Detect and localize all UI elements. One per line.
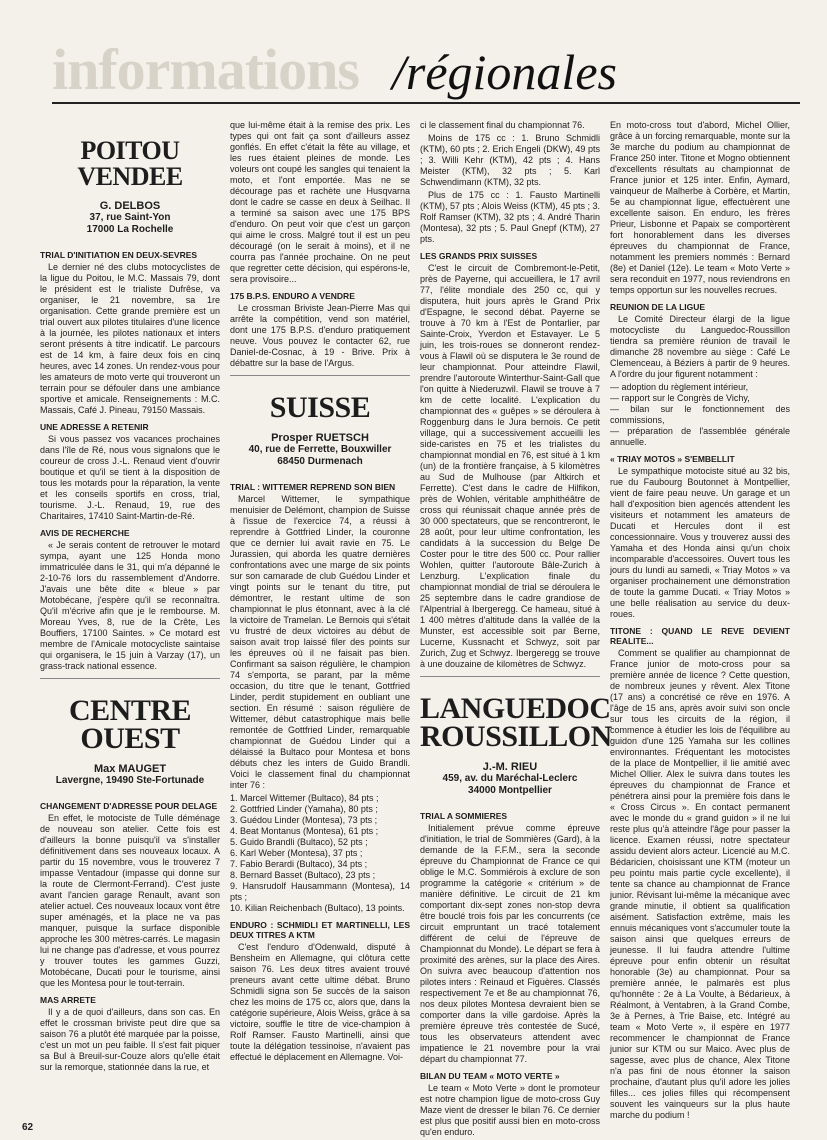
list-item: 2. Gottfried Linder (Yamaha), 80 pts ; (230, 804, 378, 814)
section-heading: TRIAL : WITTEMER REPREND SON BIEN (230, 482, 396, 492)
region-title-line: LANGUEDOC (420, 692, 611, 725)
region-title-line: POITOU (80, 136, 180, 165)
section-heading: UNE ADRESSE A RETENIR (40, 422, 149, 432)
region-title-languedoc (420, 692, 612, 753)
section-heading: TRIAL D'INITIATION EN DEUX-SEVRES (40, 250, 198, 260)
article-text: Si vous passez vos vacances prochaines dans l'île de Ré, nous vous signalons que le coureur de cross J.-L. Renaud vient d'ouvrir boutique et qu'il se tient à la disposition de tous les motards pour la réparation, la vente et les conseils sportifs en cross, trial, tourisme. J.-L. Renaud, 19, rue des Charitaires, 17410 Saint-Martin-de-Ré. (40, 434, 220, 521)
region-title-line: CENTRE (68, 694, 192, 727)
correspondent-languedoc (420, 761, 600, 797)
section-heading: TITONE : QUAND LE REVE DEVIENT REALITE... (610, 626, 790, 646)
list-item: 1. Marcel Wittemer (Bultaco), 84 pts ; (230, 793, 379, 803)
column-3 (420, 120, 612, 1137)
section-heading: REUNION DE LA LIGUE (610, 302, 706, 312)
correspondent-address: 34000 Montpellier (468, 785, 552, 796)
column-4 (610, 120, 790, 1130)
correspondent-address: Lavergne, 19490 Ste-Fortunade (55, 775, 205, 786)
article-text: Marcel Wittemer, le sympathique menuisier de Delémont, champion de Suisse à l'issue de l'exercice 74, a réussi à reprendre à Gottfried Linder, la couronne que ce dernier lui avait ravie en 75. Le Jurassien, qui aborda les quatre dernières confrontations avec une marge de six points sur son camarade de club Guédou Linder et vingt points sur le tenant du titre, put démontrer, le restant ultime de son championnat le plus étonnant, avec à la clé la victoire de Tramelan. Le Bernois qui s'était vu frustré de deux victoires au début de saison avait trop laissé filer des points sur les épreuves où il ne faisait pas bien. Confirmant sa saison régulière, le champion 74 s'emporta, se parant, par la même occasion, du titre que le tenant, Gottfried Linder, perdit stupidement en oubliant une section. En résumé : saison régulière de Wittemer, début catastrophique mais belle remontée de Gottfried Linder, remarquable championnat de Guédou Linder qui a délaissé la Bultaco pour Montesa et bons débuts chez les inters de Guido Brandli. Voici le classement final du championnat inter 76 : (230, 494, 410, 790)
article-text: « Je serais content de retrouver le motard sympa, ayant une 125 Honda mono immatriculée dans le 31, qui m'a dépanné le 2-10-76 lors du rassemblement d'Andorre. J'avais une bête dite « bleue » par Motobécane, j'espère qu'il se reconnaîtra. Qu'il m'écrive afin que je le rembourse. M. Moreau Yves, 8, rue de la Crête, Les Bouffiers, 17100 Saintes. » Ce motard est membre de l'Amicale motocycliste saintaise qui organisera, le 15 juin à Varzay (17), un grass-track national essence. (40, 540, 220, 671)
header-word-informations: informations (52, 37, 359, 102)
section-heading: BILAN DU TEAM « MOTO VERTE » (420, 1071, 560, 1081)
article-text: ci le classement final du championnat 76. (420, 120, 585, 130)
article-text: C'est l'enduro d'Odenwald, disputé à Bensheim en Allemagne, qui clôtura cette saison 76. Les deux titres avaient trouvé preneurs avant cette ultime débat. Bruno Schmidli signa son 5e succès de la saison chez les moins de 175 cc, alors que, dans la catégorie supérieure, Alois Weiss, grâce à sa victoire, souffle le titre de vice-champion à Rolf Ramser. Fausto Martinelli, ainsi que toute la délégation tessinoise, n'avaient pas effectué le déplacement en Allemagne. Voi- (230, 942, 410, 1062)
page-header (52, 37, 812, 102)
agenda-list (610, 382, 790, 448)
article-text: Il y a de quoi d'ailleurs, dans son cas. En effet le crossman briviste peut dire que sa saison 76 a plutôt été marquée par la poisse, c'est un mot un peu faible. Il s'est fait piquer sa Bul à Breuil-sur-Couze alors qu'elle était sur la remorque, stationnée dans la rue, et (40, 1007, 220, 1072)
section-heading: CHANGEMENT D'ADRESSE POUR DELAGE (40, 801, 218, 811)
region-title-line: ROUSSILLON (420, 720, 612, 753)
list-item: 5. Guido Brandli (Bultaco), 52 pts ; (230, 837, 368, 847)
article-text: Moins de 175 cc : 1. Bruno Schmidli (KTM), 60 pts ; 2. Erich Engeli (DKW), 49 pts ; 3. Willi Kehr (KTM), 42 pts ; 4. Hans Meister (KTM), 32 pts ; 5. Karl Schwendimann (KTM), 32 pts. (420, 133, 600, 187)
correspondent-name: Prosper RUETSCH (271, 432, 369, 444)
article-text: C'est le circuit de Combremont-le-Petit, près de Payerne, qui accueillera, le 17 avril 77, l'élite mondiale des 250 cc, qui y disputera, huit jours après le Grand Prix d'Espagne, le second débat. Payerne se trouve à 70 km à l'Est de Pontarlier, par Sainte-Croix, Yverdon et Estavayer. Le 5 juin, les trois-roues se donneront rendez-vous à Flawil où se disputera le 3e round de leur championnat. Pour atteindre Flawil, prendre l'autoroute Winterthur-Saint-Gall que l'on quitte à Niederuzwil. Flawil se trouve à 7 km de cette localité. L'explication du championnat des « guêpes » se déroulera à Roggenburg dans le Jura bernois. Ce petit village, qui a successivement accueilli les side-caristes en 75 et les trialistes du championnat mondial en 76, est situé à 1 km (un) de la frontière française, à 5 kilomètres au Sud de Mulhouse (par Altkirch et Ferrette). C'est dans le cadre de Hilfikon, près de Wohlen, véritable amphithéâtre de cross qui réunissait chaque année près de 30 000 spectateurs, que se rencontreront, le 28 août, pour leur ultime confrontation, les candidats à la succession du Belge De Coster pour le titre des 500 cc. Pour rallier Wohlen, quitter l'autoroute Bâle-Zurich à Lenzburg. L'explication finale du championnat mondial de trial se déroulera le 25 septembre dans le cadre grandiose de l'Alpentrial à Ibergeregg. Ce hameau, situé à 1 400 mètres d'altitude dans la vallée de la Munster, est accessible soit par Berne, Lucerne, Kussnacht et Schwyz, soit par Zurich, Zug et Schwyz. Ibergeregg se trouve à une douzaine de kilomètres de Schwyz. (420, 263, 600, 669)
article-text: Le crossman Briviste Jean-Pierre Mas qui arrête la compétition, vend son matériel, dont une 175 B.P.S. d'enduro pratiquement neuve. Vous pouvez le contacter 62, rue Daniel-de-Cosnac, à 19 - Brive. Prix à débattre sur la base de l'Argus. (230, 303, 410, 368)
article-text: Le sympathique motociste situé au 32 bis, rue du Faubourg Boutonnet à Montpellier, vient de faire peau neuve. Un garage et un hall d'exposition bien agencés attendent les visiteurs et notamment les amateurs de Ducati et Hercules dont il est concessionnaire. Vous y trouverez aussi des Yamaha et des Honda ainsi qu'un choix incomparable d'accessoires. Ouvert tous les jours du lundi au samedi, « Triay Motos » va organiser prochainement une démonstration de toute la gamme Ducati. « Triay Motos » une belle réalisation au service du deux-roues. (610, 466, 790, 619)
article-text: Plus de 175 cc : 1. Fausto Martinelli (KTM), 57 pts ; Alois Weiss (KTM), 45 pts ; 3. Rolf Ramser (KTM), 32 pts ; 4. André Tharin (Montesa), 32 pts ; 5. Paul Gnepf (KTM), 27 pts. (420, 190, 600, 244)
list-item: 9. Hansrudolf Hausammann (Montesa), 14 pts ; (230, 881, 410, 902)
section-heading: MAS ARRETE (40, 995, 96, 1005)
section-heading: ENDURO : SCHMIDLI ET MARTINELLI, LES DEUX TITRES A KTM (230, 920, 410, 940)
correspondent-name: Max MAUGET (93, 763, 167, 775)
page-number: 62 (22, 1122, 34, 1133)
correspondent-address: 459, av. du Maréchal-Leclerc (442, 773, 578, 784)
article-text: En effet, le motociste de Tulle déménage de nouveau son atelier. Cette fois est d'ailleurs la bonne puisqu'il va s'installer définitivement dans ses nouveaux locaux. A partir du 15 novembre, vous le trouverez 7 impasse Ventadour (impasse qui donne sur la route de Clermont-Ferrand). C'est juste avant l'ancien garage Renault, avant son atelier actuel. Ces nouveaux locaux vont être super aménagés, et la place ne va pas manquer, puisque la surface disponible approche les 300 mètres-carrés. Le magasin lui ne change pas d'adresse, et vous pourrez y trouver toutes les gammes Guzzi, Motobécane, Ducati pour le tourisme, ainsi que les Montesa pour le tout-terrain. (40, 813, 220, 988)
region-title-line: VENDEE (77, 162, 183, 191)
article-text: Comment se qualifier au championnat de France junior de moto-cross pour sa première année de licence ? Cette question, de nombreux jeunes y rêvent. Alex Titone (17 ans) a concrétisé ce rêve en 1976. A l'âge de 15 ans, après avoir suivi son oncle sur tous les circuits de la région, il commence à étudier les lois de l'équilibre au guidon d'une 125 Yamaha sur les collines environnantes. Fréquentant les motocistes de la place de Montpellier, il lie amitié avec Michel Ollier. Alex le suivra dans toutes les épreuves du championnat de France et pénétrera ainsi pour la première fois dans le « Cross Circus ». En contact permanent avec le monde du « grand guidon » il ne lui reste plus qu'à atteindre l'âge pour passer la licence. Examen réussi, notre spectateur assidu devient alors acteur. Licencié au M.C. Bédaricien, choisissant une KTM (moteur un peu pointu mais partie cycle excellente), il tente sa chance au championnat de France junior. Révisant lui-même la mécanique avec grande minutie, il obtient sa qualification aisément. Satisfaction extrême, mais les ennuis mécaniques vont s'accumuler toute la saison ainsi que quelques erreurs de jeunesse. Il lui faudra attendre l'ultime épreuve pour enfin obtenir un résultat honorable (3e) au championnat. Pour sa première année, le palmarès est plus qu'honnête : 2e à La Voulte, à Bédarieux, à Réalmont, à Ventabren, à la Grand Combe, 3e à Pernes, à Trie Baise, etc. Intégré au team « Moto Verte », il espère en 1977 recommencer le championnat de France junior sur KTM ou sur Maico. Avec plus de sagesse, avec plus de chance, Alex Titone n'a pas fini de nous étonner la saison prochaine, d'autant plus qu'il adore les jolies filles... ces jolies filles qui récompensent souvent les vainqueurs sur la plus haute marche du podium ! (610, 648, 790, 1120)
region-title-suisse: SUISSE (269, 391, 371, 424)
correspondent-centre (40, 763, 220, 787)
section-heading: AVIS DE RECHERCHE (40, 528, 130, 538)
classement-list (230, 793, 410, 914)
list-item: 8. Bernard Basset (Bultaco), 23 pts ; (230, 870, 376, 880)
header-word-regionales: /régionales (392, 44, 617, 100)
article-text: En moto-cross tout d'abord, Michel Ollier, grâce à un forcing remarquable, monte sur la 3e marche du podium au championnat de France 250 inter. Titone et Mogno obtiennent d'excellents résultats au championnat de France junior et 125 inter. Enfin, Aymard, vainqueur de Malherbe à Corbère, et Martin, 5e au championnat ligue, effectuèrent une excellente saison. En enduro, les frères Prieur, Lisbonne et Papaix se comportèrent fort honorablement dans les diverses épreuves du championnat de France, notamment les premiers nommés : Bernard (8e) et Daniel (12e). Le team « Moto Verte » sera reconduit en 1977, nous reviendrons en temps opportun sur les nouvelles recrues. (610, 120, 790, 295)
list-item: — bilan sur le fonctionnement des commissions, (610, 404, 790, 425)
article-text: que lui-même était à la remise des prix. Les types qui ont fait ça sont d'ailleurs assez gonflés. En effet c'était la fête au village, et les rues étaient pleines de monde. Les voleurs ont coupé les sangles qui tenaient la moto, et l'ont emportée. Mas ne se décourage pas et rachète une Husqvarna dont le cadre se casse en deux à Seilhac. Il a terminé sa saison avec une 175 BPS d'enduro. On peut voir que c'est un garçon qui aime le cross. Malgré tout il est un peu découragé (on le serait à moins), et il ne courra pas l'année prochaine. On ne peut que regretter cette décision, qui espérons-le, sera provisoire... (230, 120, 410, 284)
article-text: Le team « Moto Verte » dont le promoteur est notre champion ligue de moto-cross Guy Maze vient de dresser le bilan 76. Ce dernier est plus que positif aussi bien en moto-cross qu'en enduro. (420, 1083, 600, 1137)
list-item: 10. Kilian Reichenbach (Bultaco), 13 points. (230, 903, 405, 913)
article-text: Le Comité Directeur élargi de la ligue motocycliste du Languedoc-Roussillon tiendra sa première réunion de travail le dimanche 28 novembre au siège : Café Le Clemenceau, à Béziers à partir de 9 heures. A l'ordre du jour figurent notamment : (610, 314, 790, 379)
divider (40, 678, 220, 679)
divider (420, 676, 600, 677)
region-title-centre (40, 694, 220, 755)
list-item: 6. Karl Weber (Montesa), 37 pts ; (230, 848, 363, 858)
region-title-poitou (40, 138, 220, 190)
section-heading: LES GRANDS PRIX SUISSES (420, 251, 538, 261)
column-1 (40, 120, 220, 1130)
correspondent-address: 37, rue Saint-Yon (89, 212, 171, 223)
list-item: 4. Beat Montanus (Montesa), 61 pts ; (230, 826, 379, 836)
list-item: — rapport sur le Congrès de Vichy, (610, 393, 750, 403)
correspondent-name: J.-M. RIEU (482, 761, 538, 773)
correspondent-name: G. DELBOS (99, 200, 161, 212)
list-item: — adoption du règlement intérieur, (610, 382, 749, 392)
section-heading: « TRIAY MOTOS » S'EMBELLIT (610, 454, 735, 464)
header-rule (52, 102, 800, 104)
section-heading: 175 B.P.S. ENDURO A VENDRE (230, 291, 355, 301)
section-heading: TRIAL A SOMMIERES (420, 811, 508, 821)
column-2 (230, 120, 410, 1130)
correspondent-address: 68450 Durmenach (277, 456, 363, 467)
article-text: Le dernier né des clubs motocyclistes de la ligue du Poitou, le M.C. Massais 79, dont le président est le trialiste Dufrêse, va organiser, le 21 novembre, sa 1re organisation. Cette grande première est un trial ouvert aux pilotes titulaires d'une licence à la journée, les pilotes nationaux et inters seront présents à titre indicatif. Le parcours est de 14 km, à faire deux fois en cinq heures, avec 14 zones. Un rendez-vous pour les amateurs de moto verte qui trouveront un terrain pour se défouler dans une ambiance sportive et amicale. Renseignements : M.C. Massais, Café J. Pineau, 79150 Massais. (40, 262, 220, 415)
correspondent-address: 40, rue de Ferrette, Bouxwiller (248, 444, 392, 455)
correspondent-address: 17000 La Rochelle (86, 224, 174, 235)
list-item: 3. Guédou Linder (Montesa), 73 pts ; (230, 815, 378, 825)
correspondent-poitou (40, 200, 220, 236)
list-item: 7. Fabio Berardi (Bultaco), 34 pts ; (230, 859, 368, 869)
correspondent-suisse (230, 432, 410, 468)
article-text: Initialement prévue comme épreuve d'initiation, le trial de Sommières (Gard), à la demande de la F.F.M., sera la seconde épreuve du Championnat de France ce qui oblige le M.C. Sommiérois à exclure de son programme la catégorie « critérium » de manière définitive. Le circuit de 21 km comportant dix-sept zones non-stop devra être bouclé trois fois par les concurrents (ce circuit empruntant un tracé totalement différent de celui de l'épreuve de Championnat du Monde). Le départ se fera à proximité des arènes, sur la place des Aires. On suivra avec beaucoup d'attention nos pilotes inters : Reinaud et Figuères. Classés respectivement 7e et 8e au championnat 76, nos deux pilotes Montesa devraient bien se comporter dans la ville gardoise. Après la première épreuve très contestée de Sucé, tous les observateurs attendent avec impatience le 21 novembre pour la vrai départ du championnat 77. (420, 823, 600, 1064)
divider (230, 375, 410, 376)
list-item: — préparation de l'assemblée générale annuelle. (610, 426, 790, 447)
region-title-line: OUEST (80, 722, 180, 755)
